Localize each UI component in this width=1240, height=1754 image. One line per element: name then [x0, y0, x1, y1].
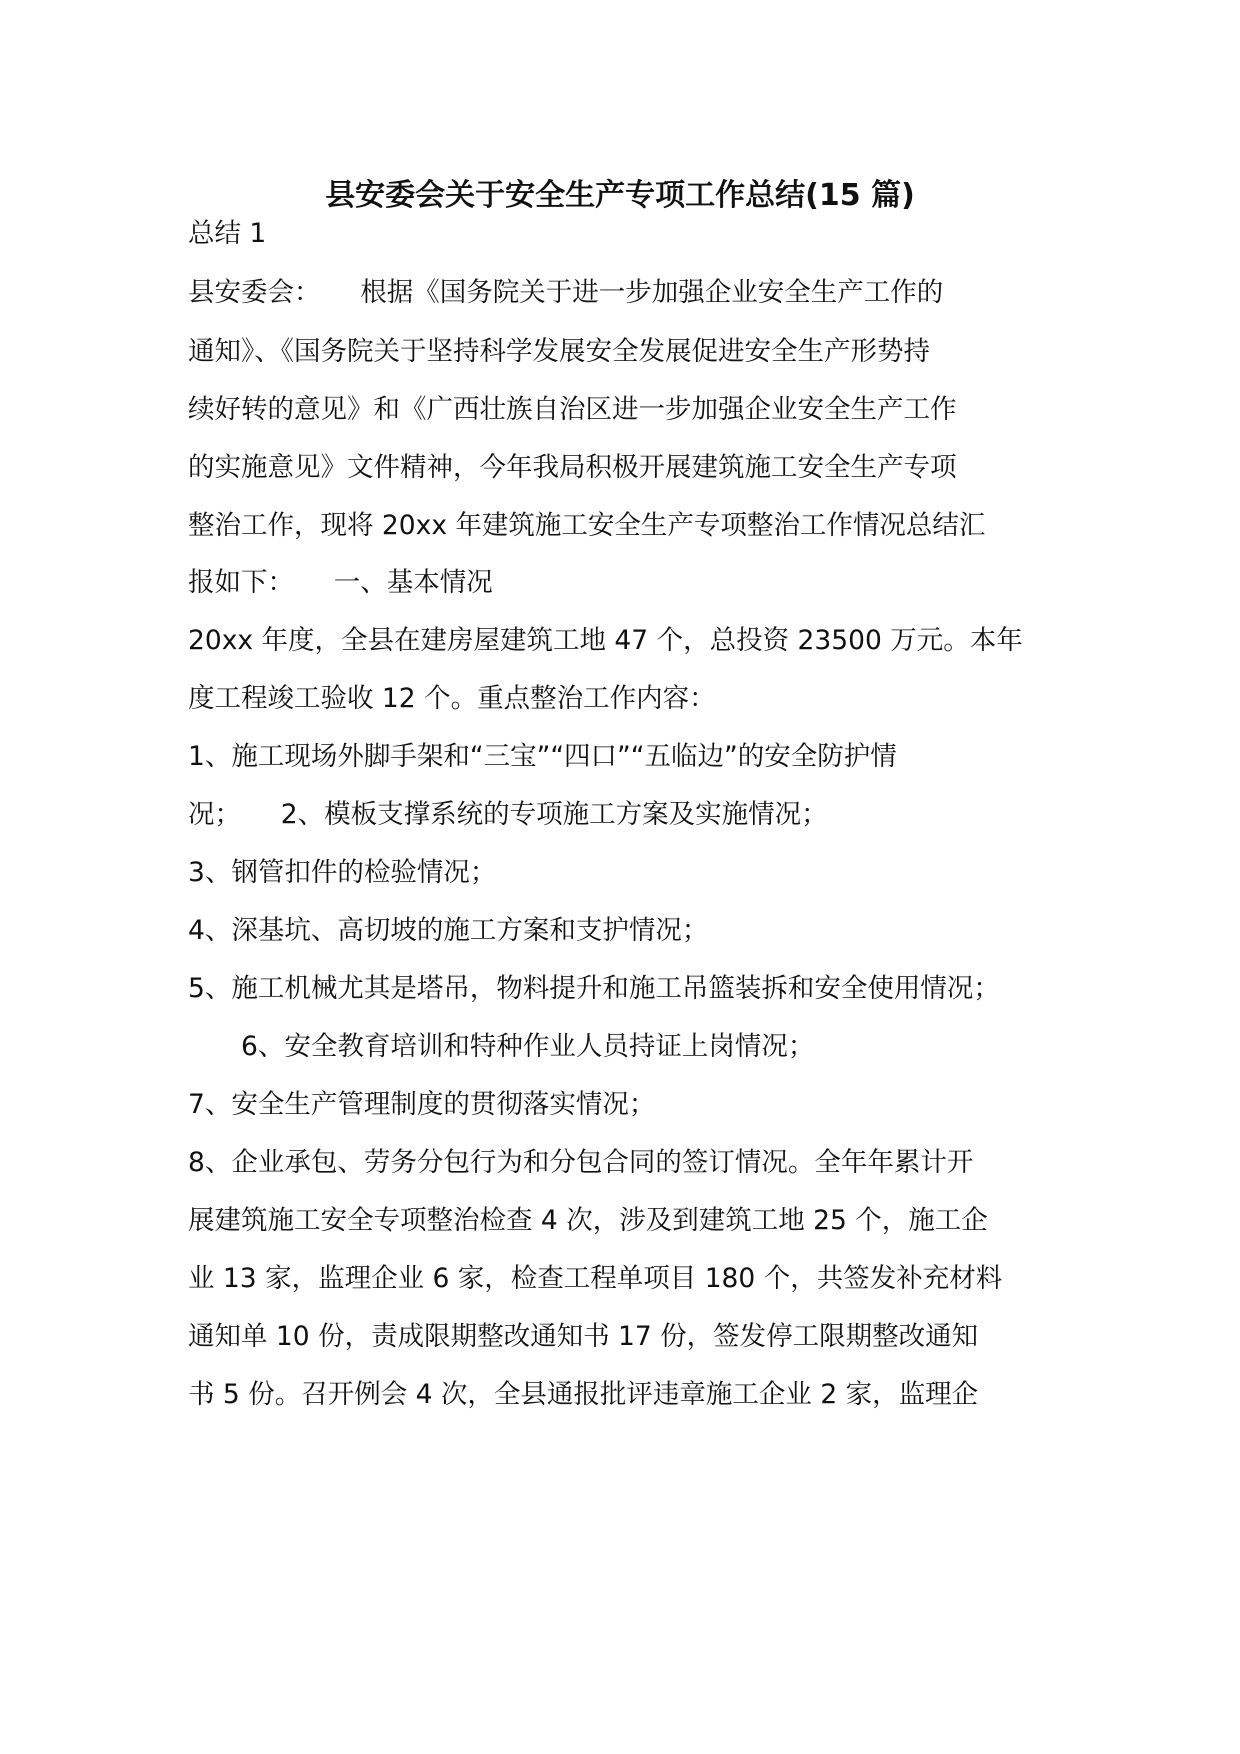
text-line-4: 续好转的意见》和《广西壮族自治区进一步加强企业安全生产工作: [188, 394, 957, 425]
text-line-1: 总结 1: [188, 218, 267, 249]
text-line-16: 7、安全生产管理制度的贯彻落实情况；: [188, 1089, 656, 1120]
text-line-7: 报如下： 一、基本情况: [188, 567, 493, 598]
text-line-14: 5、施工机械尤其是塔吊，物料提升和施工吊篮装拆和安全使用情况；: [188, 973, 1000, 1004]
text-line-17: 8、企业承包、劳务分包行为和分包合同的签订情况。全年年累计开: [188, 1147, 974, 1178]
text-line-13: 4、深基坑、高切坡的施工方案和支护情况；: [188, 915, 709, 946]
text-line-21: 书 5 份。召开例会 4 次，全县通报批评违章施工企业 2 家，监理企: [188, 1379, 979, 1410]
text-line-20: 通知单 10 份，责成限期整改通知书 17 份，签发停工限期整改通知: [188, 1321, 979, 1352]
text-line-12: 3、钢管扣件的检验情况；: [188, 857, 497, 888]
text-line-15: 6、安全教育培训和特种作业人员持证上岗情况；: [188, 1031, 815, 1062]
text-line-9: 度工程竣工验收 12 个。重点整治工作内容：: [188, 683, 716, 714]
text-line-19: 业 13 家，监理企业 6 家，检查工程单项目 180 个，共签发补充材料: [188, 1263, 1003, 1294]
text-line-6: 整治工作，现将 20xx 年建筑施工安全生产专项整治工作情况总结汇: [188, 510, 986, 541]
text-line-2: 县安委会： 根据《国务院关于进一步加强企业安全生产工作的: [188, 277, 944, 308]
text-line-3: 通知》、《国务院关于坚持科学发展安全发展促进安全生产形势持: [188, 336, 930, 367]
text-line-18: 展建筑施工安全专项整治检查 4 次，涉及到建筑工地 25 个，施工企: [188, 1205, 988, 1236]
text-line-8: 20xx 年度，全县在建房屋建筑工地 47 个，总投资 23500 万元。本年: [188, 625, 1023, 656]
text-line-11: 况； 2、模板支撑系统的专项施工方案及实施情况；: [188, 799, 828, 830]
text-line-5: 的实施意见》文件精神，今年我局积极开展建筑施工安全生产专项: [188, 452, 957, 483]
document-title: 县安委会关于安全生产专项工作总结(15 篇): [325, 178, 915, 213]
text-line-10: 1、施工现场外脚手架和“三宝”“四口”“五临边”的安全防护情: [188, 741, 897, 772]
